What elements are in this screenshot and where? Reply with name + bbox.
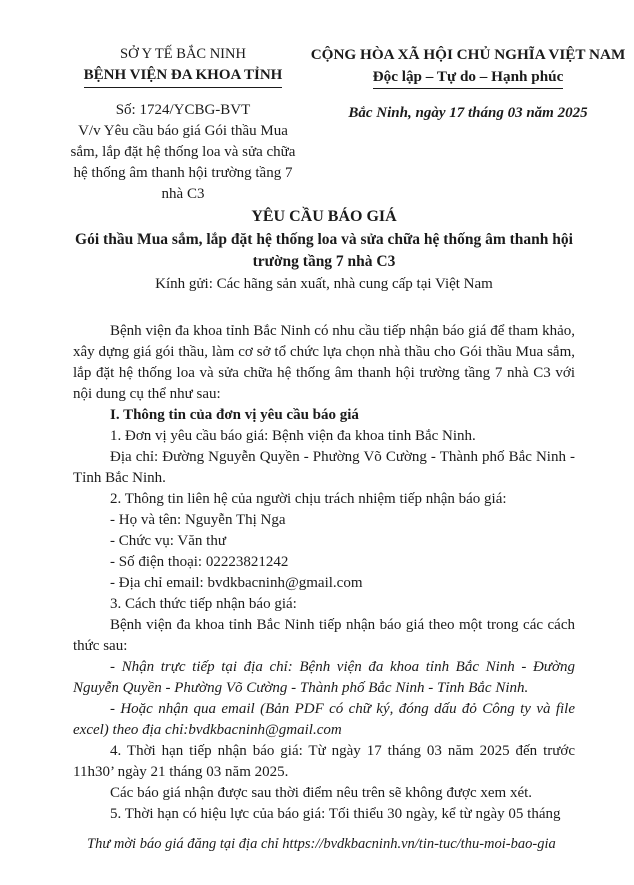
item-4-note: Các báo giá nhận được sau thời điểm nêu trên sẽ không được xem xét.: [110, 785, 533, 801]
item-3-heading: 3. Cách thức tiếp nhận báo giá:: [110, 596, 297, 612]
salutation-line: Kính gửi: Các hãng sản xuất, nhà cung cấp tại Việt Nam: [155, 276, 493, 292]
document-header: [63, 44, 633, 205]
item-4-deadline: 4. Thời hạn tiếp nhận báo giá: Từ ngày 17 tháng 03 năm 2025 đến trước 11h30’ ngày 21 tháng 03 năm 2025.: [73, 743, 575, 780]
item-3-intro: Bệnh viện đa khoa tỉnh Bắc Ninh tiếp nhận báo giá theo một trong các cách thức sau:: [73, 617, 575, 654]
section-1-heading: I. Thông tin của đơn vị yêu cầu báo giá: [110, 407, 359, 423]
document-body: [73, 321, 575, 825]
document-title: YÊU CẦU BÁO GIÁ: [251, 208, 397, 225]
receive-method-direct: - Nhận trực tiếp tại địa chỉ: Bệnh viện đa khoa tỉnh Bắc Ninh - Đường Nguyễn Quyền - Phường Võ Cường - Thành phố Bắc Ninh - Tỉnh Bắc Ninh.: [73, 659, 575, 696]
document-subject: V/v Yêu cầu báo giá Gói thầu Mua sắm, lắp đặt hệ thống loa và sửa chữa hệ thống âm thanh hội trường tầng 7 nhà C3: [70, 123, 296, 202]
document-subtitle: Gói thầu Mua sắm, lắp đặt hệ thống loa và sửa chữa hệ thống âm thanh hội trường tầng 7 nhà C3: [75, 231, 573, 270]
footer-note: Thư mời báo giá đăng tại địa chỉ https://bvdkbacninh.vn/tin-tuc/thu-moi-bao-gia: [87, 836, 556, 852]
item-5-validity: 5. Thời hạn có hiệu lực của báo giá: Tối thiểu 30 ngày, kể từ ngày 05 tháng: [110, 806, 561, 822]
agency-name-text: BỆNH VIỆN ĐA KHOA TỈNH: [84, 65, 283, 88]
place-date-line: Bắc Ninh, ngày 17 tháng 03 năm 2025: [348, 105, 588, 121]
agency-parent-name: SỞ Y TẾ BẮC NINH: [120, 46, 246, 62]
document-number: Số: 1724/YCBG-BVT: [115, 102, 251, 118]
national-header-block: [303, 44, 633, 205]
national-motto: [303, 66, 633, 89]
contact-title-line: - Chức vụ: Văn thư: [110, 533, 226, 549]
item-2-contact-heading: 2. Thông tin liên hệ của người chịu trách nhiệm tiếp nhận báo giá:: [110, 491, 507, 507]
contact-name-line: - Họ và tên: Nguyễn Thị Nga: [110, 512, 286, 528]
country-title: CỘNG HÒA XÃ HỘI CHỦ NGHĨA VIỆT NAM: [310, 46, 626, 63]
item-1-requesting-unit: 1. Đơn vị yêu cầu báo giá: Bệnh viện đa khoa tỉnh Bắc Ninh.: [110, 428, 476, 444]
intro-paragraph: Bệnh viện đa khoa tỉnh Bắc Ninh có nhu cầu tiếp nhận báo giá để tham khảo, xây dựng giá gói thầu, làm cơ sở tổ chức lựa chọn nhà thầu cho Gói thầu Mua sắm, lắp đặt hệ thống loa và sửa chữa hệ thống âm thanh hội trường tầng 7 nhà C3 với nội dung cụ thể như sau:: [73, 323, 575, 402]
national-motto-text: Độc lập – Tự do – Hạnh phúc: [373, 66, 564, 89]
receive-method-email: - Hoặc nhận qua email (Bản PDF có chữ ký, đóng dấu đỏ Công ty và file excel) theo địa chỉ:bvdkbacninh@gmail.com: [73, 701, 575, 738]
issuing-agency-block: [63, 44, 303, 205]
agency-name: [63, 65, 303, 88]
contact-phone-line: - Số điện thoại: 02223821242: [110, 554, 289, 570]
contact-email-line: - Địa chỉ email: bvdkbacninh@gmail.com: [110, 575, 363, 591]
title-block: [73, 206, 575, 295]
address-line: Địa chỉ: Đường Nguyễn Quyền - Phường Võ Cường - Thành phố Bắc Ninh - Tỉnh Bắc Ninh.: [73, 449, 575, 486]
